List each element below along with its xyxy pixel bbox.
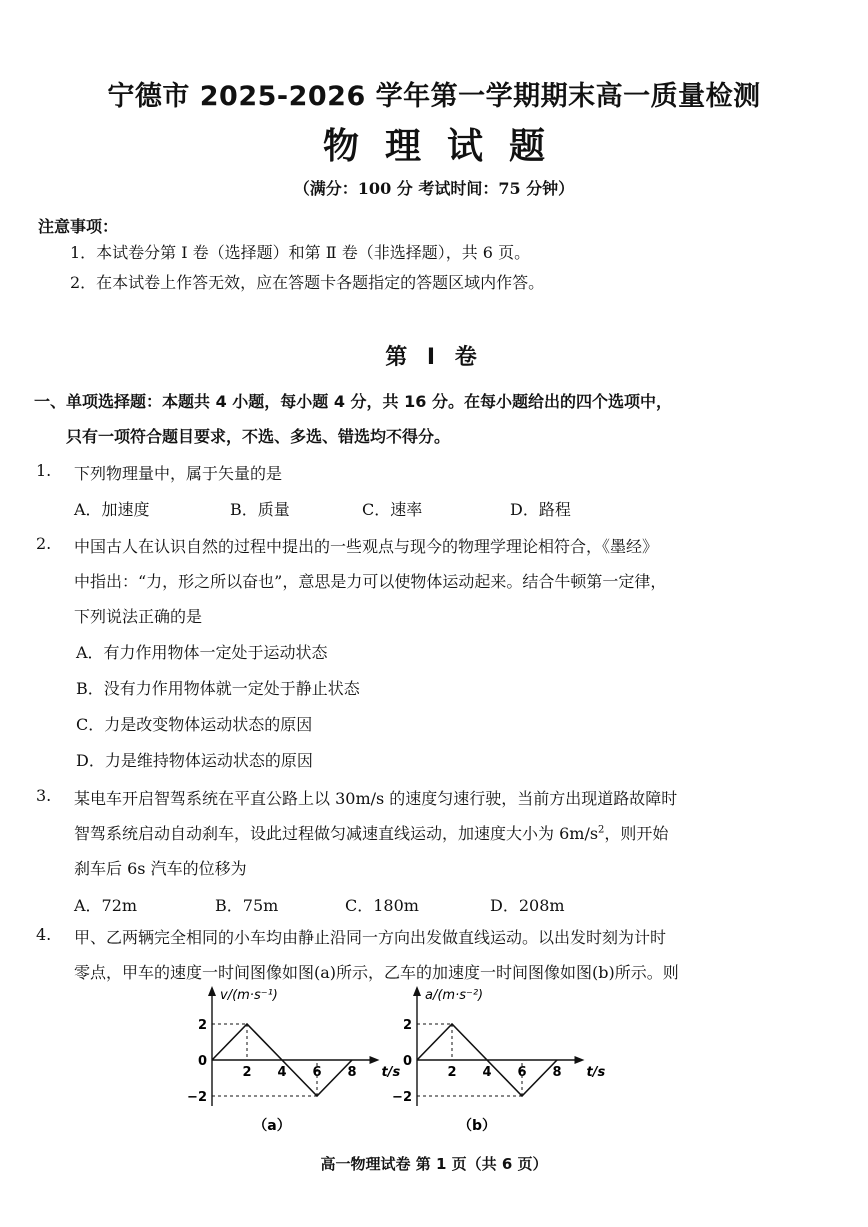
question-3-option-a: A．72m [74,896,138,915]
fig-b-xlabel: t/s [586,1065,606,1080]
fig-b-ytick-label-1: 0 [402,1054,412,1069]
part-heading-cont: 只有一项符合题目要求，不选、多选、错选均不得分。 [66,427,451,446]
figure-a-velocity-time [180,982,401,1138]
notice-heading: 注意事项： [38,217,119,236]
subject-title: 物理试题 [322,126,571,167]
fig-a-ytick-label-0: 2 [197,1018,207,1033]
fig-a-ylabel: v/(m·s⁻¹) [220,988,278,1003]
fig-b-ytick-label-0: 2 [402,1018,412,1033]
section-title: 第 Ⅰ 卷 [385,345,483,370]
question-1-option-a: A．加速度 [74,500,150,519]
fig-b-caption: （b） [457,1118,497,1134]
question-4-line-2: 零点，甲车的速度一时间图像如图(a)所示，乙车的加速度一时间图像如图(b)所示。则 [74,963,679,982]
question-3-line-1: 某电车开启智驾系统在平直公路上以 30m/s 的速度匀速行驶，当前方出现道路故障时 [74,789,678,808]
question-2-option-a: A．有力作用物体一定处于运动状态 [76,643,328,662]
question-1-option-b: B．质量 [230,500,290,519]
fig-a-xtick-label-3: 8 [347,1065,357,1080]
fig-a-x-arrow [370,1056,380,1064]
question-3-option-b: B．75m [215,896,279,915]
question-1-option-d: D．路程 [510,500,571,519]
fig-b-xtick-label-2: 6 [517,1065,527,1080]
fig-b-xtick-label-3: 8 [552,1065,562,1080]
fig-b-x-arrow [575,1056,585,1064]
fig-a-xtick-label-0: 2 [242,1065,252,1080]
question-4-number: 4. [36,925,52,944]
question-2-line-1: 中国古人在认识自然的过程中提出的一些观点与现今的物理学理论相符合，《墨经》 [74,537,659,556]
question-3-line-2 [74,821,668,844]
fig-b-ylabel: a/(m·s⁻²) [425,988,484,1003]
question-3-line-2-main: 智驾系统启动自动刹车，设此过程做匀减速直线运动，加速度大小为 6m/s [74,824,599,843]
notice-item-2: 2．在本试卷上作答无效，应在答题卡各题指定的答题区域内作答。 [70,273,545,292]
question-2-line-3: 下列说法正确的是 [74,607,203,626]
question-1-option-c: C．速率 [362,500,423,519]
fig-a-xlabel: t/s [381,1065,401,1080]
question-3-option-d: D．208m [490,896,565,915]
question-1-number: 1. [36,461,52,480]
fig-b-ytick-label-2: −2 [392,1090,412,1105]
fig-a-y-arrow [208,986,216,996]
question-3-option-c: C．180m [345,896,419,915]
fig-a-xtick-label-1: 4 [277,1065,287,1080]
question-2-number: 2. [36,534,52,553]
fig-a-ytick-label-1: 0 [197,1054,207,1069]
fig-b-xtick-label-1: 4 [482,1065,492,1080]
page-footer: 高一物理试卷 第 1 页（共 6 页） [320,1155,548,1173]
question-2-option-c: C．力是改变物体运动状态的原因 [76,715,313,734]
question-3-number: 3. [36,786,52,805]
question-3-line-3: 刹车后 6s 汽车的位移为 [74,859,247,878]
question-2-option-d: D．力是维持物体运动状态的原因 [76,751,313,770]
exam-title: 宁德市 2025-2026 学年第一学期期末高一质量检测 [107,81,761,112]
question-2-line-2: 中指出：“力，形之所以奋也”，意思是力可以使物体运动起来。结合牛顿第一定律， [74,572,667,591]
question-1-text: 下列物理量中，属于矢量的是 [74,464,283,483]
question-4-line-1: 甲、乙两辆完全相同的小车均由静止沿同一方向出发做直线运动。以出发时刻为计时 [74,928,667,947]
question-2-option-b: B．没有力作用物体就一定处于静止状态 [76,679,360,698]
fig-b-y-arrow [413,986,421,996]
fig-b-xtick-label-0: 2 [447,1065,457,1080]
exam-meta: （满分：100 分 考试时间：75 分钟） [293,179,575,198]
notice-item-1: 1．本试卷分第 Ⅰ 卷（选择题）和第 Ⅱ 卷（非选择题），共 6 页。 [70,243,531,262]
figure-b-acceleration-time [385,982,606,1138]
question-3-superscript: 2 [598,824,605,836]
fig-a-caption: （a） [253,1118,291,1134]
fig-a-xtick-label-2: 6 [312,1065,322,1080]
part-heading: 一、单项选择题：本题共 4 小题，每小题 4 分，共 16 分。在每小题给出的四个选项中， [34,392,672,411]
question-3-line-2-tail: ，则开始 [604,824,669,843]
fig-a-ytick-label-2: −2 [187,1090,207,1105]
